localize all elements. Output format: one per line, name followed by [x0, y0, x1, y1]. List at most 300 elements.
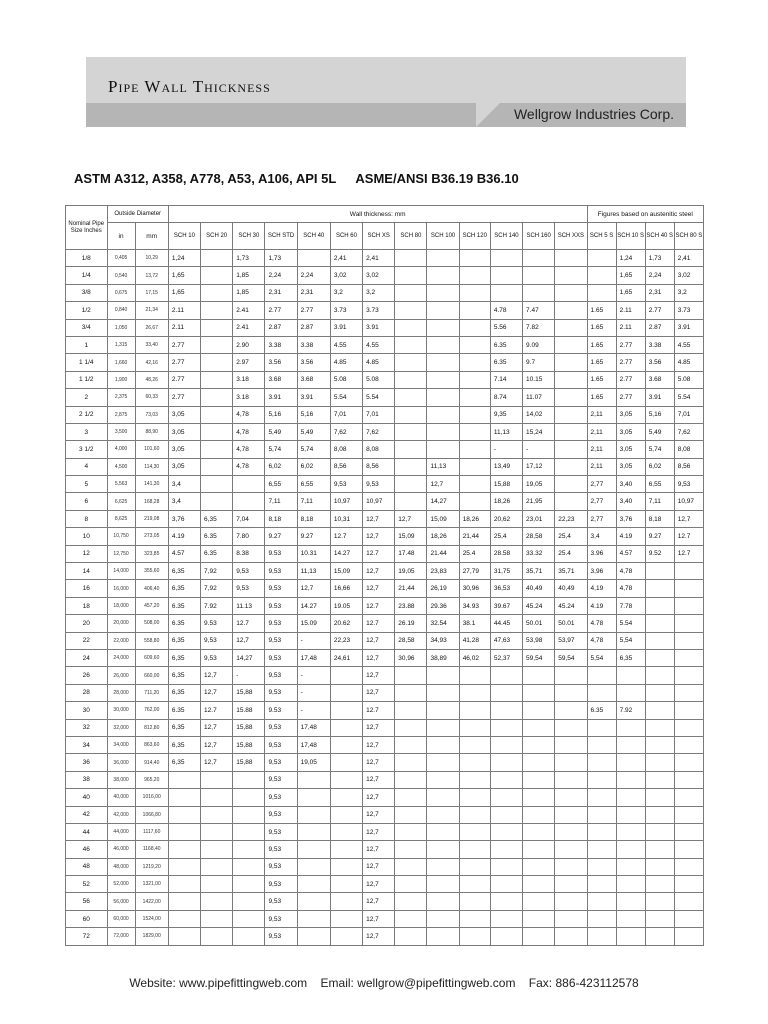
thickness-cell: [201, 354, 233, 371]
thickness-cell: 30,96: [395, 649, 427, 666]
thickness-cell: 9,53: [265, 841, 297, 858]
thickness-cell: [523, 267, 555, 284]
thickness-cell: 5,54: [587, 649, 616, 666]
nominal-size-cell: 2: [66, 389, 108, 406]
thickness-cell: 7,04: [233, 510, 265, 527]
thickness-cell: [674, 719, 703, 736]
od-inch-cell: 56,000: [107, 893, 135, 910]
thickness-cell: [587, 719, 616, 736]
thickness-cell: 9,53: [201, 649, 233, 666]
thickness-cell: [645, 684, 674, 701]
thickness-cell: [555, 789, 587, 806]
thickness-cell: 33.32: [523, 545, 555, 562]
thickness-cell: [645, 580, 674, 597]
thickness-cell: 12.7: [363, 702, 395, 719]
thickness-cell: 4.85: [363, 354, 395, 371]
od-inch-cell: 12,750: [107, 545, 135, 562]
thickness-cell: [523, 771, 555, 788]
od-inch-cell: 4,500: [107, 458, 135, 475]
thickness-cell: [427, 928, 459, 945]
thickness-cell: [523, 858, 555, 875]
thickness-cell: [330, 736, 362, 753]
nominal-size-cell: 26: [66, 667, 108, 684]
thickness-cell: 5,54: [616, 632, 645, 649]
thickness-cell: 6,35: [168, 563, 200, 580]
thickness-cell: [674, 771, 703, 788]
thickness-cell: 14,27: [233, 649, 265, 666]
thickness-cell: [645, 893, 674, 910]
od-mm-cell: 965,20: [135, 771, 168, 788]
wall-thickness-header: Wall thickness: mm: [168, 206, 587, 223]
footer-fax: Fax: 886-423112578: [528, 976, 639, 990]
thickness-cell: 9,53: [265, 858, 297, 875]
thickness-cell: 3,05: [616, 423, 645, 440]
thickness-cell: [459, 876, 490, 893]
thickness-cell: 9,53: [265, 684, 297, 701]
thickness-cell: 9,53: [674, 476, 703, 493]
od-inch-cell: 32,000: [107, 719, 135, 736]
thickness-cell: 9,53: [363, 476, 395, 493]
thickness-cell: [523, 284, 555, 301]
thickness-cell: [674, 841, 703, 858]
thickness-cell: 9,53: [233, 563, 265, 580]
thickness-cell: 9,53: [201, 632, 233, 649]
thickness-cell: [459, 284, 490, 301]
thickness-cell: [427, 284, 459, 301]
thickness-cell: [427, 893, 459, 910]
thickness-cell: 12,7: [363, 806, 395, 823]
table-row: [66, 510, 704, 527]
thickness-cell: 2,31: [297, 284, 330, 301]
thickness-cell: [459, 250, 490, 267]
thickness-cell: 2,11: [587, 423, 616, 440]
thickness-cell: 6,35: [168, 684, 200, 701]
thickness-cell: 39.67: [490, 597, 522, 614]
thickness-cell: 12,7: [363, 580, 395, 597]
thickness-cell: [168, 771, 200, 788]
thickness-cell: [201, 250, 233, 267]
thickness-cell: [587, 928, 616, 945]
thickness-cell: 12,7: [363, 736, 395, 753]
thickness-cell: 9.09: [523, 336, 555, 353]
thickness-cell: [201, 823, 233, 840]
page-title: Pipe Wall Thickness: [108, 77, 271, 96]
thickness-cell: [459, 336, 490, 353]
thickness-cell: 2.87: [265, 319, 297, 336]
thickness-cell: [555, 371, 587, 388]
table-row: [66, 615, 704, 632]
thickness-cell: [201, 893, 233, 910]
nominal-size-cell: 40: [66, 789, 108, 806]
thickness-cell: [201, 493, 233, 510]
thickness-cell: [297, 928, 330, 945]
thickness-cell: [490, 823, 522, 840]
od-mm-cell: 33,40: [135, 336, 168, 353]
thickness-cell: 20.62: [330, 615, 362, 632]
thickness-cell: [555, 476, 587, 493]
nominal-size-cell: 60: [66, 910, 108, 927]
thickness-cell: [459, 806, 490, 823]
nominal-size-cell: 12: [66, 545, 108, 562]
thickness-cell: [427, 302, 459, 319]
thickness-cell: 12.7: [201, 702, 233, 719]
thickness-cell: [427, 667, 459, 684]
thickness-cell: 5.08: [330, 371, 362, 388]
thickness-cell: 29.36: [427, 597, 459, 614]
thickness-cell: [233, 876, 265, 893]
thickness-cell: 9,53: [265, 667, 297, 684]
thickness-cell: [459, 302, 490, 319]
thickness-cell: [297, 806, 330, 823]
thickness-cell: 40,49: [523, 580, 555, 597]
thickness-cell: 6,35: [616, 649, 645, 666]
table-row: [66, 476, 704, 493]
thickness-cell: [427, 771, 459, 788]
nominal-size-cell: 16: [66, 580, 108, 597]
thickness-cell: 25,4: [555, 528, 587, 545]
thickness-cell: 1,85: [233, 284, 265, 301]
thickness-cell: 17,48: [297, 649, 330, 666]
thickness-cell: [616, 806, 645, 823]
thickness-cell: [490, 267, 522, 284]
thickness-cell: [587, 806, 616, 823]
od-inch-cell: 0,675: [107, 284, 135, 301]
thickness-cell: 7,11: [645, 493, 674, 510]
thickness-cell: 4.78: [490, 302, 522, 319]
thickness-cell: 6,02: [297, 458, 330, 475]
thickness-cell: [201, 284, 233, 301]
thickness-cell: 1,65: [168, 284, 200, 301]
thickness-cell: 19,05: [523, 476, 555, 493]
thickness-cell: [168, 876, 200, 893]
thickness-cell: 9,53: [265, 563, 297, 580]
table-row: [66, 597, 704, 614]
thickness-cell: 3.91: [265, 389, 297, 406]
thickness-cell: [616, 910, 645, 927]
thickness-cell: 3.68: [297, 371, 330, 388]
thickness-cell: 15,88: [233, 719, 265, 736]
footer-email: Email: wellgrow@pipefittingweb.com: [320, 976, 516, 990]
thickness-cell: 3,05: [168, 406, 200, 423]
thickness-cell: 3,76: [168, 510, 200, 527]
thickness-cell: [330, 910, 362, 927]
od-inch-cell: 52,000: [107, 876, 135, 893]
thickness-cell: 5.08: [674, 371, 703, 388]
thickness-cell: 2.77: [297, 302, 330, 319]
thickness-cell: 12,7: [674, 510, 703, 527]
thickness-cell: [523, 250, 555, 267]
thickness-cell: 9.7: [523, 354, 555, 371]
thickness-cell: [297, 250, 330, 267]
thickness-cell: [459, 841, 490, 858]
thickness-cell: [587, 267, 616, 284]
schedule-header: SCH 20: [201, 223, 233, 250]
od-mm-cell: 762,00: [135, 702, 168, 719]
thickness-cell: [587, 754, 616, 771]
thickness-cell: [459, 858, 490, 875]
thickness-cell: [330, 684, 362, 701]
thickness-cell: 22,23: [555, 510, 587, 527]
od-mm-cell: 323,85: [135, 545, 168, 562]
od-inch-cell: 1,900: [107, 371, 135, 388]
thickness-cell: [459, 910, 490, 927]
nominal-size-cell: 1/2: [66, 302, 108, 319]
thickness-cell: [427, 754, 459, 771]
thickness-cell: 4.19: [587, 597, 616, 614]
thickness-cell: [523, 789, 555, 806]
thickness-cell: 4,78: [233, 423, 265, 440]
nominal-size-cell: 24: [66, 649, 108, 666]
thickness-cell: [395, 789, 427, 806]
thickness-cell: 2,77: [587, 476, 616, 493]
thickness-cell: 6,55: [645, 476, 674, 493]
thickness-cell: [297, 910, 330, 927]
nominal-size-cell: 34: [66, 736, 108, 753]
thickness-cell: [674, 928, 703, 945]
thickness-cell: 12,7: [201, 684, 233, 701]
thickness-cell: [523, 719, 555, 736]
thickness-cell: 9,53: [265, 736, 297, 753]
thickness-cell: [233, 823, 265, 840]
thickness-cell: 18,26: [427, 528, 459, 545]
thickness-cell: 6.35: [587, 702, 616, 719]
thickness-cell: [201, 423, 233, 440]
nominal-size-cell: 1/4: [66, 267, 108, 284]
thickness-cell: [427, 354, 459, 371]
thickness-cell: 9,53: [265, 649, 297, 666]
thickness-cell: 35,71: [523, 563, 555, 580]
thickness-cell: [523, 823, 555, 840]
od-mm-cell: 1066,80: [135, 806, 168, 823]
table-row: [66, 806, 704, 823]
thickness-cell: 2,77: [587, 510, 616, 527]
thickness-cell: 12,7: [363, 754, 395, 771]
thickness-cell: 2.77: [616, 354, 645, 371]
thickness-cell: 4,78: [616, 580, 645, 597]
thickness-cell: [645, 632, 674, 649]
thickness-cell: [555, 423, 587, 440]
thickness-cell: [555, 928, 587, 945]
thickness-cell: 3,2: [363, 284, 395, 301]
thickness-cell: [459, 458, 490, 475]
thickness-cell: [555, 458, 587, 475]
nominal-size-cell: 3: [66, 423, 108, 440]
thickness-cell: [395, 354, 427, 371]
thickness-cell: [674, 893, 703, 910]
schedule-header: SCH STD: [265, 223, 297, 250]
od-inch-cell: 2,875: [107, 406, 135, 423]
thickness-cell: 8,56: [674, 458, 703, 475]
thickness-cell: [395, 336, 427, 353]
od-mm-cell: 21,34: [135, 302, 168, 319]
od-inch-cell: 38,000: [107, 771, 135, 788]
thickness-cell: 2,11: [587, 458, 616, 475]
thickness-cell: [587, 736, 616, 753]
footer: [0, 976, 768, 990]
schedule-header: SCH XXS: [555, 223, 587, 250]
thickness-cell: 7,01: [363, 406, 395, 423]
thickness-cell: 27,79: [459, 563, 490, 580]
thickness-cell: 3,2: [674, 284, 703, 301]
thickness-cell: [297, 858, 330, 875]
thickness-cell: 3.91: [645, 389, 674, 406]
thickness-cell: 15,09: [330, 563, 362, 580]
thickness-cell: [674, 736, 703, 753]
table-row: [66, 928, 704, 945]
thickness-cell: 3,05: [616, 406, 645, 423]
thickness-cell: 23,01: [523, 510, 555, 527]
table-row: [66, 910, 704, 927]
thickness-cell: 2,24: [265, 267, 297, 284]
thickness-cell: [427, 371, 459, 388]
thickness-cell: [555, 406, 587, 423]
thickness-cell: [587, 789, 616, 806]
nominal-size-cell: 46: [66, 841, 108, 858]
thickness-cell: 4,78: [233, 441, 265, 458]
thickness-cell: [427, 702, 459, 719]
thickness-cell: [555, 441, 587, 458]
thickness-cell: [395, 441, 427, 458]
thickness-cell: 4.57: [168, 545, 200, 562]
table-row: [66, 858, 704, 875]
od-mm-cell: 88,90: [135, 423, 168, 440]
thickness-cell: 9.53: [265, 545, 297, 562]
thickness-cell: 3.38: [645, 336, 674, 353]
od-inch-cell: 22,000: [107, 632, 135, 649]
thickness-cell: [645, 667, 674, 684]
table-row: [66, 667, 704, 684]
thickness-cell: 1.65: [587, 302, 616, 319]
thickness-cell: 9,53: [265, 719, 297, 736]
thickness-cell: [459, 406, 490, 423]
thickness-cell: [330, 858, 362, 875]
nominal-size-cell: 5: [66, 476, 108, 493]
thickness-cell: [330, 928, 362, 945]
thickness-cell: 38.1: [459, 615, 490, 632]
thickness-cell: 23,83: [427, 563, 459, 580]
thickness-cell: [523, 667, 555, 684]
thickness-cell: 10,31: [330, 510, 362, 527]
od-inch-cell: 10,750: [107, 528, 135, 545]
thickness-cell: [201, 302, 233, 319]
thickness-cell: 9,53: [265, 771, 297, 788]
thickness-cell: 4.85: [674, 354, 703, 371]
thickness-cell: 8.38: [233, 545, 265, 562]
thickness-cell: 9,53: [265, 823, 297, 840]
thickness-cell: 2.90: [233, 336, 265, 353]
thickness-cell: [201, 441, 233, 458]
thickness-cell: [674, 823, 703, 840]
table-row: [66, 736, 704, 753]
thickness-cell: 1,73: [265, 250, 297, 267]
table-row: [66, 302, 704, 319]
od-inch-cell: 4,000: [107, 441, 135, 458]
thickness-cell: [427, 250, 459, 267]
thickness-cell: 7,11: [297, 493, 330, 510]
od-mm-cell: 13,72: [135, 267, 168, 284]
thickness-cell: [330, 702, 362, 719]
thickness-cell: [555, 354, 587, 371]
thickness-cell: 8,18: [645, 510, 674, 527]
thickness-cell: 5,16: [645, 406, 674, 423]
thickness-cell: 7.92: [201, 597, 233, 614]
thickness-cell: [395, 371, 427, 388]
thickness-cell: [616, 684, 645, 701]
od-inch-cell: 14,000: [107, 563, 135, 580]
thickness-cell: [395, 458, 427, 475]
nominal-size-cell: 72: [66, 928, 108, 945]
wall-thickness-table: [65, 205, 704, 946]
thickness-cell: [490, 754, 522, 771]
thickness-cell: [233, 928, 265, 945]
thickness-cell: [427, 736, 459, 753]
thickness-cell: 1.65: [587, 389, 616, 406]
thickness-cell: [459, 736, 490, 753]
thickness-cell: 3.73: [363, 302, 395, 319]
thickness-cell: 35,71: [555, 563, 587, 580]
thickness-cell: 7,01: [674, 406, 703, 423]
thickness-cell: [523, 928, 555, 945]
thickness-cell: 1,65: [168, 267, 200, 284]
thickness-cell: [674, 632, 703, 649]
thickness-cell: [168, 858, 200, 875]
thickness-cell: [616, 771, 645, 788]
thickness-cell: 3,05: [616, 441, 645, 458]
thickness-cell: [233, 476, 265, 493]
thickness-cell: [459, 354, 490, 371]
od-mm-cell: 914,40: [135, 754, 168, 771]
thickness-cell: [427, 876, 459, 893]
od-mm-cell: 1117,60: [135, 823, 168, 840]
thickness-cell: 4,78: [233, 458, 265, 475]
thickness-cell: 2.77: [616, 371, 645, 388]
thickness-cell: 6.35: [490, 354, 522, 371]
thickness-cell: [490, 702, 522, 719]
in-header: in: [107, 223, 135, 250]
thickness-cell: 12,7: [363, 510, 395, 527]
thickness-cell: 6,55: [265, 476, 297, 493]
thickness-cell: 22,23: [330, 632, 362, 649]
nominal-size-cell: 4: [66, 458, 108, 475]
thickness-cell: [459, 319, 490, 336]
table-row: [66, 389, 704, 406]
thickness-cell: [645, 719, 674, 736]
thickness-cell: 3.91: [330, 319, 362, 336]
thickness-cell: 5,49: [645, 423, 674, 440]
thickness-cell: 26,19: [427, 580, 459, 597]
thickness-cell: [459, 789, 490, 806]
thickness-cell: [645, 806, 674, 823]
thickness-cell: 2.97: [233, 354, 265, 371]
thickness-cell: [587, 910, 616, 927]
table-row: [66, 284, 704, 301]
thickness-cell: 6,35: [201, 510, 233, 527]
od-mm-cell: 1168,40: [135, 841, 168, 858]
thickness-cell: [427, 841, 459, 858]
thickness-cell: 31,75: [490, 563, 522, 580]
thickness-cell: [427, 858, 459, 875]
thickness-cell: 9.52: [645, 545, 674, 562]
thickness-cell: [616, 823, 645, 840]
thickness-cell: [168, 806, 200, 823]
thickness-cell: [427, 389, 459, 406]
thickness-cell: [490, 806, 522, 823]
thickness-cell: [459, 371, 490, 388]
od-mm-cell: 48,26: [135, 371, 168, 388]
thickness-cell: 6,35: [168, 754, 200, 771]
thickness-cell: [490, 284, 522, 301]
schedule-header: SCH 10: [168, 223, 200, 250]
